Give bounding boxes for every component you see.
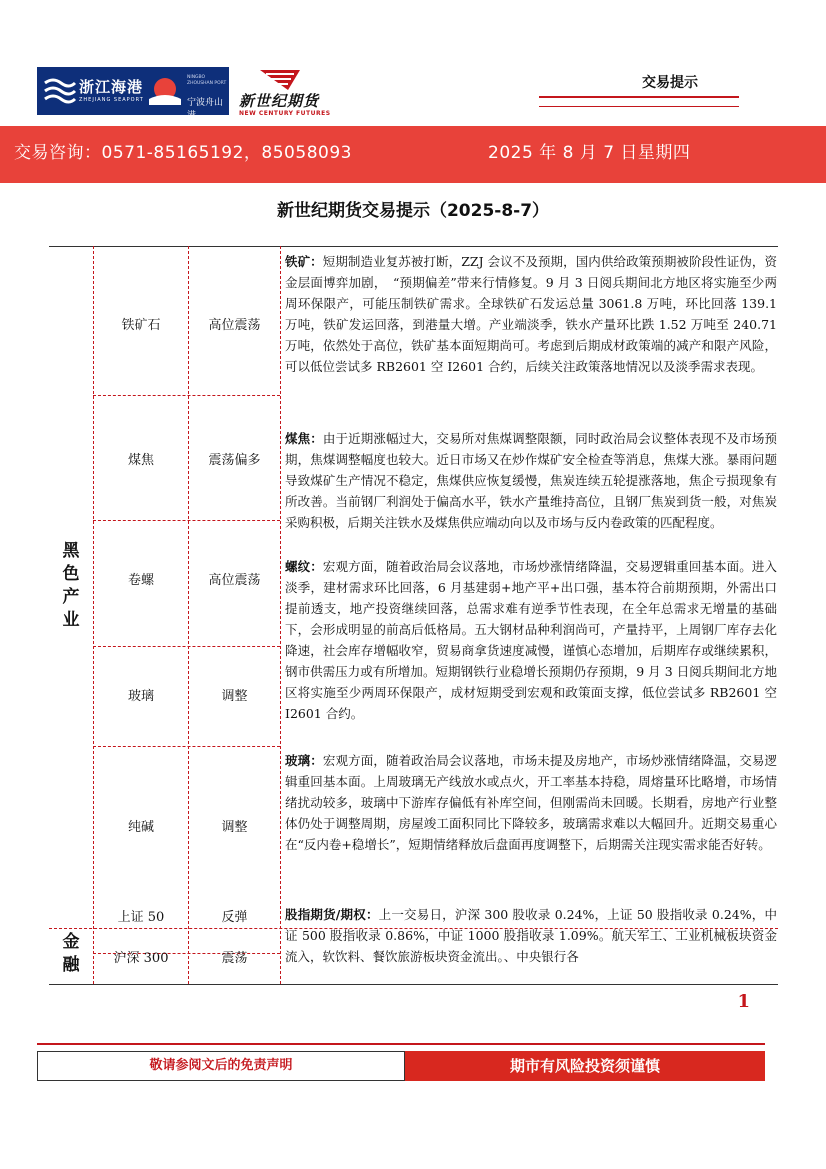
variety-cell: 上证 50 [117,910,165,925]
sector-label-black [57,540,85,632]
seaport-wave-icon [43,75,77,107]
row-divider [93,646,280,647]
ningbo-port-icon [147,75,183,109]
sector-char: 融 [62,955,80,975]
logo-ncf-en: NEW CENTURY FUTURES [239,110,331,117]
variety-cell: 玻璃 [127,689,154,704]
comment-label: 玻璃： [285,753,323,768]
sector-label-finance [57,931,85,977]
row-divider [93,520,280,521]
table-border-bottom [49,984,778,985]
variety-cell: 纯碱 [127,820,154,835]
variety-cell: 卷螺 [127,573,154,588]
sector-char: 金 [62,932,80,952]
comment-text: 宏观方面，随着政治局会议落地，市场炒涨情绪降温，交易逻辑重回基本面。进入淡季，建材需求环比回落，6 月基建弱+地产平+出口强，基本符合前期预期，外需出口提前透支，地产投资继续回落，总需求难有逆季节性表现，在全年总需求无增量的基础下，会形成明显的前高后低格局。五大钢材品种利润尚可，产量持平，上周钢厂库存去化降速，社会库存增幅收窄，贸易商拿货速度减慢，谨慎心态增加，后期库存或继续累积，钢市供需压力或有所增加。短期钢铁行业稳增长预期仍存预期，9 月 3 日阅兵期间北方地区将实施至少两周环保限产，成材短期受到宏观和政策面支撑，低位尝试多 RB2601 空 I2601 合约。 [285,559,777,721]
comment-index-futures [285,904,777,967]
comment-label: 铁矿： [285,254,323,269]
view-cell: 反弹 [221,910,248,925]
variety-cell: 沪深 300 [113,951,169,966]
header-divider [539,96,739,98]
comment-label: 煤焦： [285,431,323,446]
column-divider [280,246,281,984]
column-divider [188,246,189,984]
comment-rebar [285,556,777,724]
doc-type-label: 交易提示 [642,75,698,91]
header-divider [539,106,739,107]
comment-iron-ore [285,251,777,377]
comment-text: 宏观方面，随着政治局会议落地，市场未提及房地产，市场炒涨情绪降温，交易逻辑重回基本面。上周玻璃无产线放水或点火，开工率基本持稳，周熔量环比略增，市场情绪扰动较多，玻璃中下游库存偏低有补库空间，但刚需尚未回暖。长期看，房地产行业整体仍处于调整周期，房屋竣工面积同比下降较多，玻璃需求难以大幅回升。近期交易重心在“反内卷+稳增长”，短期情绪释放后盘面再度调整下，后期需关注现实需求能否好转。 [285,753,777,852]
comment-label: 股指期货/期权： [285,907,379,922]
new-century-logo-icon [258,66,302,92]
view-cell: 调整 [221,689,248,704]
risk-warning: 期市有风险投资须谨慎 [405,1051,765,1081]
contact-info: 交易咨询：0571-85165192，85058093 [14,143,352,163]
report-date: 2025 年 8 月 7 日星期四 [488,143,691,163]
comment-glass [285,750,777,855]
logo-zj-en: ZHEJIANG SEAPORT [79,97,144,103]
column-divider [93,246,94,984]
view-cell: 调整 [221,820,248,835]
view-cell: 震荡 [221,951,248,966]
view-cell: 震荡偏多 [208,453,261,468]
view-cell: 高位震荡 [208,318,261,333]
sector-char: 色 [62,564,80,584]
logo-nb-en: NINGBO ZHOUSHAN PORT [187,75,227,86]
variety-cell: 煤焦 [127,453,154,468]
logo-zj-name: 浙江海港 [79,78,144,96]
variety-cell: 铁矿石 [121,318,161,333]
row-divider [93,395,280,396]
disclaimer-notice: 敬请参阅文后的免责声明 [37,1051,405,1081]
row-divider [93,746,280,747]
logo-ncf-name: 新世纪期货 [239,92,320,110]
footer-divider [37,1043,765,1045]
logo-nb-name: 宁波舟山港 [187,98,224,121]
table-border-top [49,246,778,247]
comment-text: 短期制造业复苏被打断，ZZJ 会议不及预期，国内供给政策预期被阶段性证伪，资金层面博弈加剧， “预期偏差”带来行情修复。9 月 3 日阅兵期间北方地区将实施至少两周环保限产，可能压制铁矿需求。全球铁矿石发运总量 3061.8 万吨，环比回落 139.1 万吨，铁矿发运回落，到港量大增。产业端淡季，铁水产量环比跌 1.52 万吨至 240.71 万吨，依然处于高位，铁矿基本面短期尚可。考虑到后期成材政策端的减产和限产风险，可以低位尝试多 RB2601 空 I2601 合约，后续关注政策落地情况以及淡季需求表现。 [285,254,777,374]
sector-char: 产 [62,587,80,607]
comment-coal-coke [285,428,777,533]
comment-text: 上一交易日，沪深 300 股收录 0.24%，上证 50 股指收录 0.24%，中证 500 股指收录 0.86%，中证 1000 股指收录 1.09%。航天军工、工业机械板块资金流入，软饮料、餐饮旅游板块资金流出。、中央银行各 [285,907,777,964]
page-title: 新世纪期货交易提示（2025-8-7） [276,201,550,221]
sector-char: 黑 [62,541,80,561]
comment-label: 螺纹： [285,559,323,574]
sector-char: 业 [62,610,80,630]
comment-text: 由于近期涨幅过大，交易所对焦煤调整限额，同时政治局会议整体表现不及市场预期，焦煤调整幅度也较大。近日市场又在炒作煤矿安全检查等消息，焦煤大涨。暴雨问题导致煤矿生产情况不稳定，焦煤供应恢复缓慢，焦炭连续五轮提涨落地，焦企亏损现象有所改善。当前钢厂利润处于偏高水平，铁水产量维持高位，且钢厂焦炭到货一般，对焦炭采购积极，后期关注铁水及煤焦供应端动向以及市场与反内卷政策的匹配程度。 [285,431,777,530]
zhejiang-seaport-logo [37,67,229,121]
page-number: 1 [737,991,750,1012]
view-cell: 高位震荡 [208,573,261,588]
